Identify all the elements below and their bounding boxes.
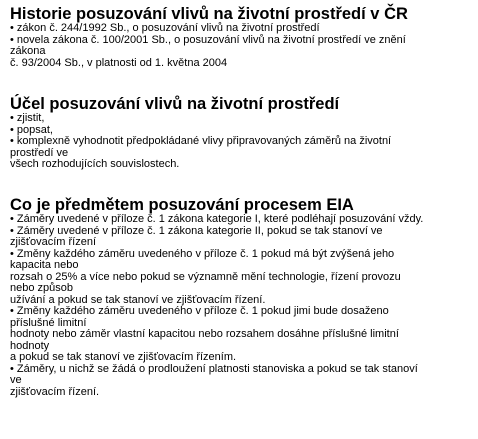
text-line: zjišťovacím řízení. [10,385,100,398]
text-line: a pokud se tak stanoví ve zjišťovacím řízením. [10,351,237,363]
text-line: • komplexně vyhodnotit předpokládané vlivy připravovaných záměrů na životní [10,135,392,147]
section-purpose [10,95,476,171]
section-eia-subject [10,196,476,398]
text-line: zjišťovacím řízení [10,236,97,248]
text-line: • zákon č. 244/1992 Sb., o posuzování vlivů na životní prostředí [10,22,320,34]
text-line: • Změny každého záměru uvedeného v příloze č. 1 pokud má být zvýšená jeho [10,247,395,260]
section-text [10,23,476,69]
text-line: zákona [10,45,46,57]
text-line: užívání a pokud se tak stanoví ve zjišťovacím řízení. [10,293,266,306]
text-line: ve [10,374,22,386]
text-line: • Záměry uvedené v příloze č. 1 zákona kategorie II, pokud se tak stanoví ve [10,224,383,237]
text-line: kapacita nebo [10,259,79,271]
section-heading: Historie posuzování vlivů na životní prostředí v ČR [10,5,408,23]
text-line: • popsat, [10,123,53,136]
section-text [10,113,476,171]
section-heading: Účel posuzování vlivů na životní prostředí [10,95,340,113]
text-line: všech rozhodujících souvislostech. [10,158,180,170]
text-line: č. 93/2004 Sb., v platnosti od 1. května 2004 [10,56,228,69]
section-text [10,214,476,398]
text-line: • Záměry uvedené v příloze č. 1 zákona kategorie I, které podléhají posuzování vždy. [10,213,424,225]
text-line: • zjistit, [10,112,45,124]
text-line: prostředí ve [10,146,69,159]
text-line: hodnoty [10,339,50,352]
text-line: • Záměry, u nichž se žádá o prodloužení platnosti stanoviska a pokud se tak stanoví [10,362,418,375]
section-heading: Co je předmětem posuzování procesem EIA [10,196,354,214]
text-line: hodnoty nebo záměr vlastní kapacitou nebo rozsahem dosáhne příslušné limitní [10,328,399,340]
section-history [10,5,476,69]
text-line: • Změny každého záměru uvedeného v příloze č. 1 pokud jimi bude dosaženo [10,305,389,317]
text-line: nebo způsob [10,282,73,294]
text-line: rozsah o 25% a více nebo pokud se významně mění technologie, řízení provozu [10,270,401,283]
text-line: • novela zákona č. 100/2001 Sb., o posuzování vlivů na životní prostředí ve znění [10,33,406,46]
text-line: příslušné limitní [10,316,87,329]
